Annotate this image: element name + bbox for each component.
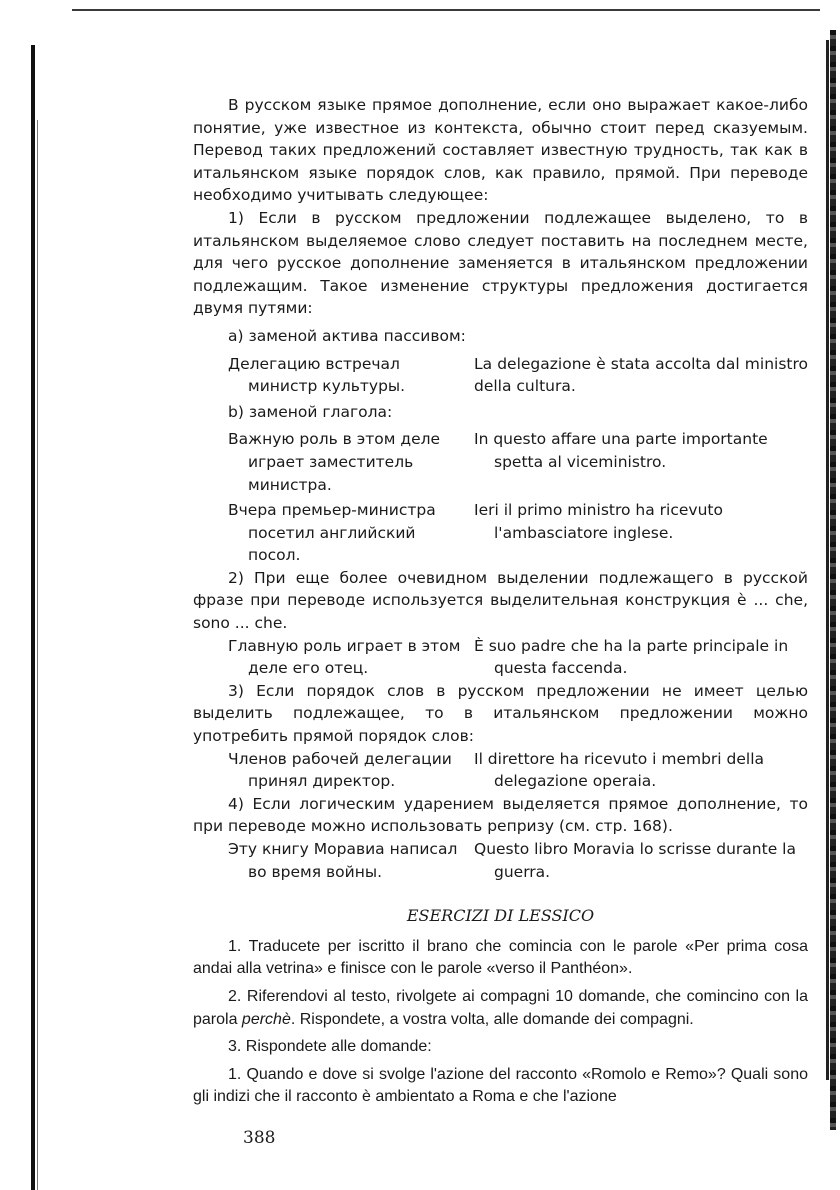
example-italian: Il direttore ha ricevuto i membri della delegazione operaia.	[474, 749, 765, 791]
emphasized-word: perchè	[241, 1010, 291, 1028]
example-russian: Главную роль играет в этом деле его отец.	[228, 636, 461, 678]
intro-paragraph: В русском языке прямое дополнение, если оно выражает какое-либо понятие, уже известное из контекста, обычно стоит перед сказуемым. Перевод таких предложений составляет известную трудность, так как в итальянском языке порядок слов, как правило, прямой. При переводе необходимо учитывать следующее:	[193, 96, 808, 205]
example-russian: Вчера премьер-министра посетил английский посол.	[228, 501, 436, 565]
question-1: 1. Quando e dove si svolge l'azione del racconto «Romolo e Remo»? Quali sono gli indizi che il racconto è ambientato a Roma e che l'azione	[193, 1065, 808, 1106]
example-pair-b1	[193, 428, 808, 496]
example-russian: Членов рабочей делегации принял директор.	[228, 749, 452, 791]
example-italian: Questo libro Moravia lo scrisse durante la guerra.	[474, 840, 796, 881]
example-russian: Эту книгу Моравиа написал во время войны.	[228, 840, 458, 881]
example-pair-b2	[193, 499, 808, 567]
page-number: 388	[243, 1128, 276, 1148]
right-page-edge-texture	[830, 30, 836, 1130]
example-italian: In questo affare una parte importante spetta al viceministro.	[474, 430, 768, 471]
rule-1: 1) Если в русском предложении подлежащее выделено, то в итальянском выделяемое слово следует поставить на последнем месте, для чего русское дополнение заменяется в итальянском предложении подлежащим. Такое изменение структуры предложения достигается двумя путями:	[193, 208, 808, 318]
example-russian: Важную роль в этом деле играет заместитель министра.	[228, 430, 441, 494]
exercise-2: 2. Riferendovi al testo, rivolgete ai compagni 10 domande, che comincino con la parola perchè. Rispondete, a vostra volta, alle domande dei compagni.	[193, 987, 808, 1028]
example-italian: La delegazione è stata accolta dal ministro della cultura.	[474, 354, 808, 396]
exercises	[193, 936, 808, 1109]
top-rule	[72, 9, 820, 11]
subrule-b: b) заменой глагола:	[228, 402, 393, 421]
subrule-a: а) заменой актива пассивом:	[228, 326, 466, 345]
right-page-edge	[826, 40, 829, 1080]
page-content	[193, 94, 808, 1114]
section-heading: ESERCIZI DI LESSICO	[406, 906, 595, 926]
example-italian: È suo padre che ha la parte principale in questa faccenda.	[474, 636, 789, 678]
binding-edge-shadow	[37, 120, 38, 1190]
example-pair-a1	[193, 353, 808, 398]
example-pair-2	[193, 635, 808, 680]
rule-2: 2) При еще более очевидном выделении подлежащего в русской фразе при переводе используется выделительная конструкция è ... che, sono ... che.	[193, 568, 808, 633]
example-italian: Ieri il primo ministro ha ricevuto l'ambasciatore inglese.	[474, 501, 723, 542]
exercise-3: 3. Rispondete alle domande:	[228, 1038, 432, 1056]
example-pair-4	[193, 838, 808, 883]
binding-edge	[31, 45, 35, 1190]
exercise-1: 1. Traducete per iscritto il brano che comincia con le parole «Per prima cosa andai alla vetrina» e finisce con le parole «verso il Panthéon».	[193, 937, 808, 978]
example-russian: Делегацию встречал министр культуры.	[228, 354, 406, 396]
rule-3: 3) Если порядок слов в русском предложении не имеет целью выделить подлежащее, то в итальянском предложении можно употребить прямой порядок слов:	[193, 681, 808, 746]
example-pair-3	[193, 748, 808, 793]
rule-4: 4) Если логическим ударением выделяется прямое дополнение, то при переводе можно использовать репризу (см. стр. 168).	[193, 794, 808, 836]
